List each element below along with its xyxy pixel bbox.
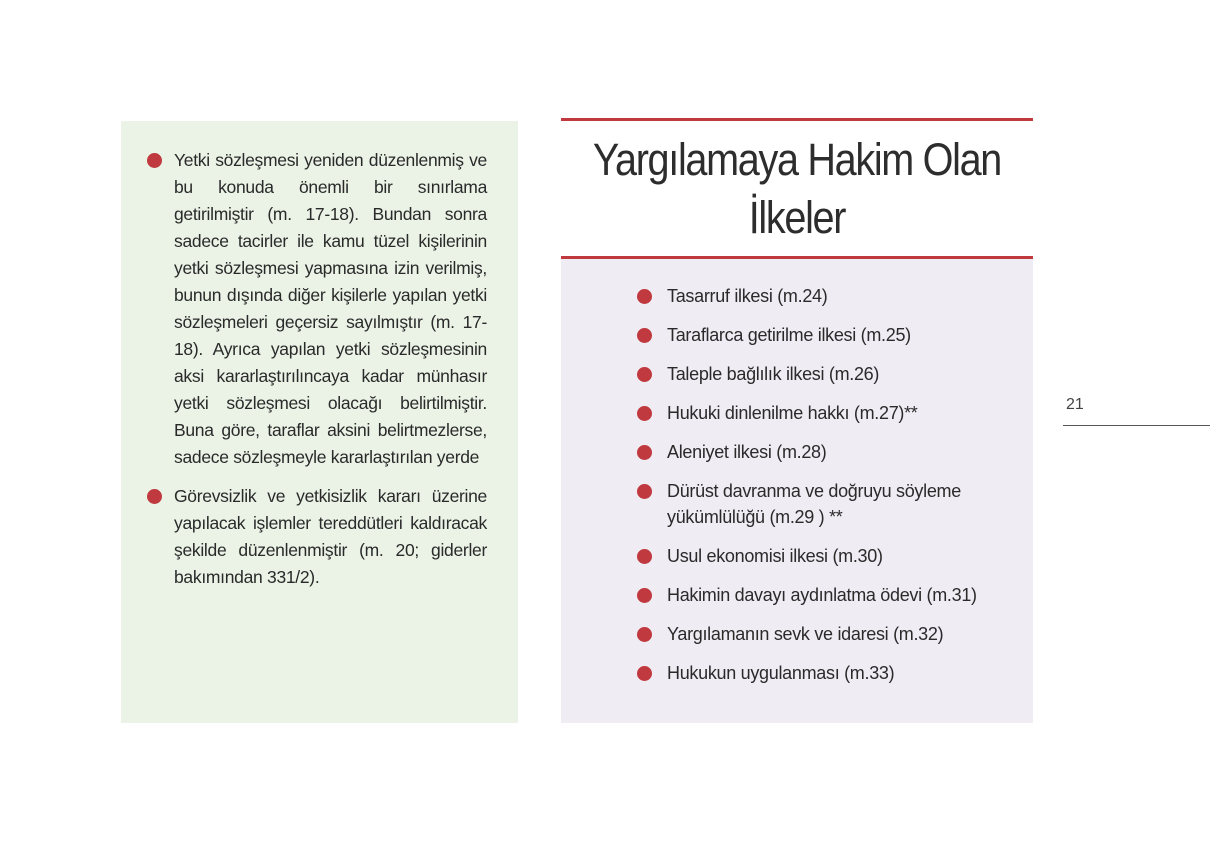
principle-text: Hakimin davayı aydınlatma ödevi (m.31) [667, 585, 977, 605]
bullet-dot-icon [637, 484, 652, 499]
bullet-dot-icon [637, 367, 652, 382]
title-line-2: İlkeler [748, 191, 846, 243]
principle-text: Taraflarca getirilme ilkesi (m.25) [667, 325, 911, 345]
principle-text: Yargılamanın sevk ve idaresi (m.32) [667, 624, 944, 644]
bullet-dot-icon [637, 666, 652, 681]
bullet-dot-icon [637, 406, 652, 421]
list-item [147, 147, 487, 471]
list-item-text: Yetki sözleşmesi yeniden düzenlenmiş ve bu konuda önemli bir sınırlama getirilmiştir (m. 17-18). Bundan sonra sadece tacirler ile kamu tüzel kişilerinin yetki sözleşmesi yapmasına izin verilmiş, bunun dışında diğer kişilerle yapılan yetki sözleşmeleri geçersiz sayılmıştır (m. 17-18). Ayrıca yapılan yetki sözleşmesinin aksi kararlaştırılıncaya kadar münhasır yetki sözleşmesi olacağı belirtilmiştir. Buna göre, taraflar aksini belirtmezlerse, sadece sözleşmeyle kararlaştırılan yerde [174, 150, 487, 467]
bullet-dot-icon [637, 549, 652, 564]
principle-text: Hukukun uygulanması (m.33) [667, 663, 895, 683]
list-item [637, 660, 1013, 686]
section-title-block [561, 118, 1033, 259]
page-number: 21 [1066, 396, 1084, 413]
principle-text: Hukuki dinlenilme hakkı (m.27)** [667, 403, 918, 423]
bullet-dot-icon [147, 153, 162, 168]
list-item-text: Görevsizlik ve yetkisizlik kararı üzerine yapılacak işlemler tereddütleri kaldıracak şekilde düzenlenmiştir (m. 20; giderler bakımından 331/2). [174, 486, 487, 587]
list-item [637, 582, 1013, 608]
list-item [637, 621, 1013, 647]
bullet-dot-icon [637, 627, 652, 642]
principle-text: Aleniyet ilkesi (m.28) [667, 442, 827, 462]
principles-list [637, 283, 1013, 686]
principle-text: Dürüst davranma ve doğruyu söyleme yükümlülüğü (m.29 ) ** [667, 481, 961, 527]
page-number-divider [1063, 425, 1210, 426]
bullet-dot-icon [637, 328, 652, 343]
list-item [637, 361, 1013, 387]
title-line-1: Yargılamaya Hakim Olan [592, 133, 1002, 185]
list-item [147, 483, 487, 591]
list-item [637, 439, 1013, 465]
bullet-dot-icon [147, 489, 162, 504]
principles-panel [561, 259, 1033, 723]
list-item [637, 478, 1013, 530]
principle-text: Tasarruf ilkesi (m.24) [667, 286, 828, 306]
left-info-panel [121, 121, 518, 723]
list-item [637, 543, 1013, 569]
section-title [593, 131, 1001, 247]
principle-text: Taleple bağlılık ilkesi (m.26) [667, 364, 880, 384]
left-bullet-list [147, 147, 487, 591]
bullet-dot-icon [637, 588, 652, 603]
list-item [637, 322, 1013, 348]
list-item [637, 283, 1013, 309]
list-item [637, 400, 1013, 426]
principle-text: Usul ekonomisi ilkesi (m.30) [667, 546, 883, 566]
bullet-dot-icon [637, 289, 652, 304]
bullet-dot-icon [637, 445, 652, 460]
